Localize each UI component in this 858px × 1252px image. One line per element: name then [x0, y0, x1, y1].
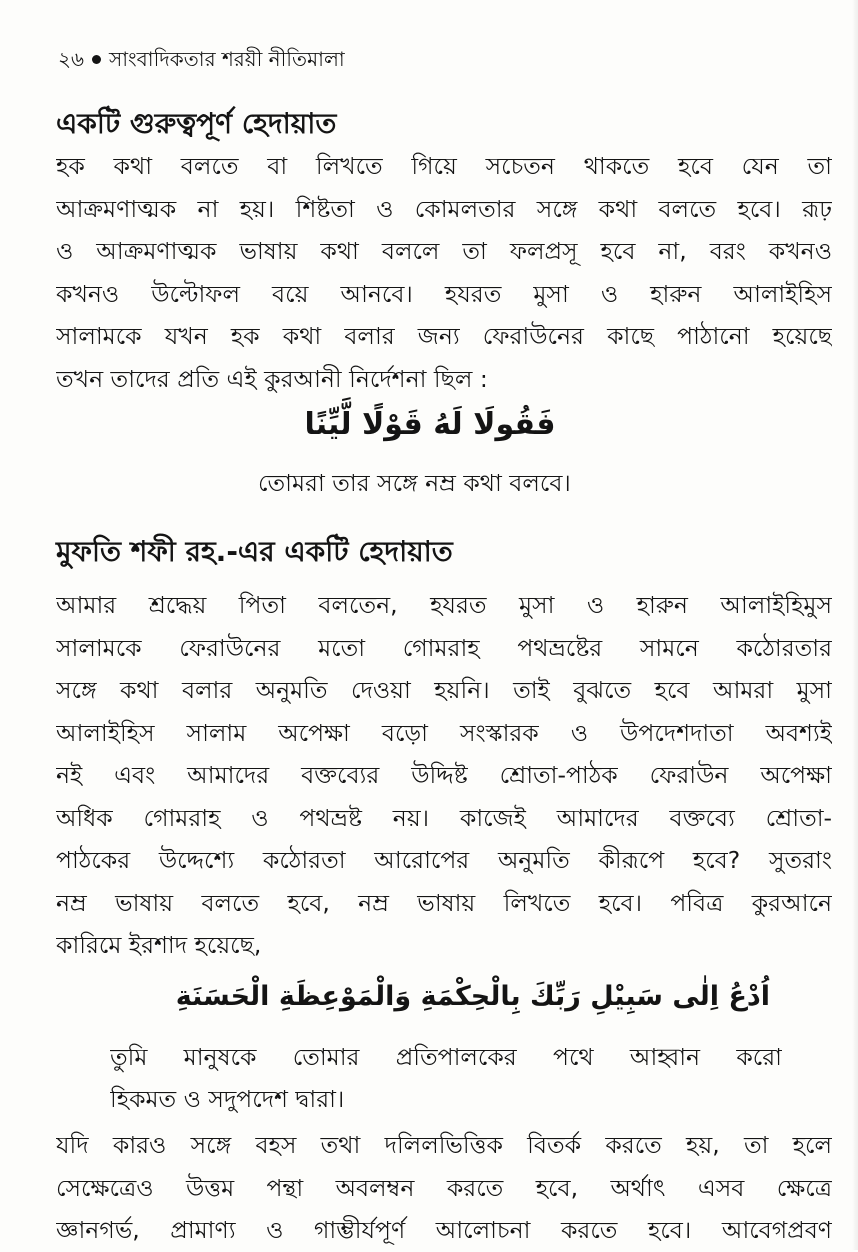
paragraph-line: আমার শ্রদ্ধেয় পিতা বলতেন, হযরত মুসা ও হারুন আলাইহিমুস [56, 591, 832, 619]
section-heading-important-guidance: একটি গুরুত্বপূর্ণ হেদায়াত [56, 107, 337, 140]
translation-line: হিকমত ও সদুপদেশ দ্বারা। [110, 1085, 345, 1113]
verse-translation: তোমরা তার সঙ্গে নম্র কথা বলবে। [258, 469, 571, 497]
paragraph-line: আলাইহিস সালাম অপেক্ষা বড়ো সংস্কারক ও উপদেশদাতা অবশ্যই [56, 718, 832, 747]
section2-paragraph [56, 584, 832, 967]
paragraph-line: নই এবং আমাদের বক্তব্যের উদ্দিষ্ট শ্রোতা-পাঠক ফেরাউন অপেক্ষা [56, 761, 832, 789]
translation-line: তুমি মানুষকে তোমার প্রতিপালকের পথে আহ্বান করো [110, 1043, 782, 1071]
paragraph-line: যদি কারও সঙ্গে বহস তথা দলিলভিত্তিক বিতর্ক করতে হয়, তা হলে [56, 1131, 832, 1159]
paragraph-line: সালামকে যখন হক কথা বলার জন্য ফেরাউনের কাছে পাঠানো হয়েছে [56, 322, 832, 350]
paragraph-line: ও আক্রমণাত্মক ভাষায় কথা বললে তা ফলপ্রসূ হবে না, বরং কখনও [56, 237, 832, 265]
paragraph-line: আক্রমণাত্মক না হয়। শিষ্টতা ও কোমলতার সঙ্গে কথা বলতে হবে। রূঢ় [56, 194, 832, 223]
bullet-separator-icon [92, 55, 101, 64]
paragraph-line: কারিমে ইরশাদ হয়েছে, [56, 931, 262, 959]
paragraph-line: পাঠকের উদ্দেশ্যে কঠোরতা আরোপের অনুমতি কীরূপে হবে? সুতরাং [56, 846, 832, 874]
closing-paragraph [56, 1124, 832, 1252]
section1-paragraph [56, 145, 832, 400]
running-header [58, 44, 345, 74]
paragraph-line: জ্ঞানগর্ভ, প্রামাণ্য ও গাম্ভীর্যপূর্ণ আলোচনা করতে হবে। আবেগপ্রবণ [56, 1216, 832, 1244]
page-edge-shadow [852, 0, 858, 1250]
verse-translation-block [110, 1036, 782, 1120]
paragraph-line: সঙ্গে কথা বলার অনুমতি দেওয়া হয়নি। তাই বুঝতে হবে আমরা মুসা [56, 676, 832, 704]
section-heading-mufti-shafi: মুফতি শফী রহ.-এর একটি হেদায়াত [56, 535, 453, 568]
paragraph-line: অধিক গোমরাহ ও পথভ্রষ্ট নয়। কাজেই আমাদের বক্তব্যে শ্রোতা- [56, 803, 832, 832]
paragraph-line: কখনও উল্টোফল বয়ে আনবে। হযরত মুসা ও হারুন আলাইহিস [56, 279, 832, 308]
paragraph-line: সেক্ষেত্রেও উত্তম পন্থা অবলম্বন করতে হবে, অর্থাৎ এসব ক্ষেত্রে [56, 1173, 832, 1202]
paragraph-line: নম্র ভাষায় বলতে হবে, নম্র ভাষায় লিখতে হবে। পবিত্র কুরআনে [56, 888, 832, 917]
paragraph-line: তখন তাদের প্রতি এই কুরআনী নির্দেশনা ছিল : [56, 364, 488, 393]
paragraph-line: সালামকে ফেরাউনের মতো গোমরাহ পথভ্রষ্টের সামনে কঠোরতার [56, 633, 832, 662]
book-title: সাংবাদিকতার শরয়ী নীতিমালা [109, 47, 345, 71]
quran-verse-arabic: فَقُولَا لَهُ قَوْلًا لَّيِّنًا [304, 407, 556, 442]
quran-verse-arabic: اُدْعُ اِلٰى سَبِيْلِ رَبِّكَ بِالْحِكْمَةِ وَالْمَوْعِظَةِ الْحَسَنَةِ [175, 981, 770, 1012]
page-number: ২৬ [58, 47, 85, 71]
paragraph-line: হক কথা বলতে বা লিখতে গিয়ে সচেতন থাকতে হবে যেন তা [56, 152, 832, 180]
